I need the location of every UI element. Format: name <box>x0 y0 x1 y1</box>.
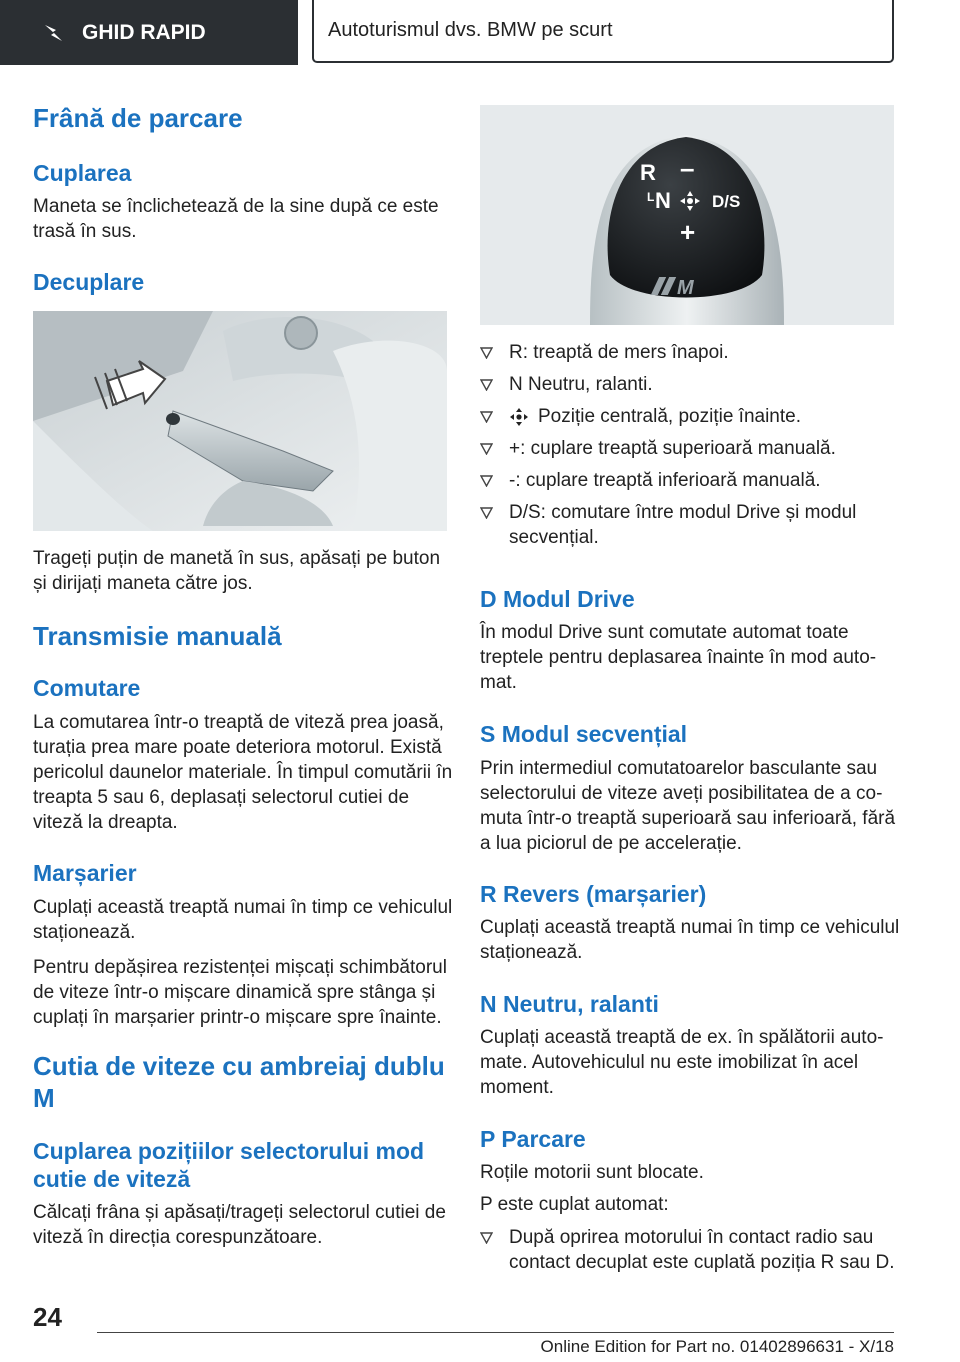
bullet-text: D/S: comutare între modul Drive și modul secvențial. <box>509 502 857 548</box>
disengage-text: Trageți puțin de manetă în sus, apăsați pe buton și dirijați maneta către jos. <box>33 548 441 594</box>
center-position-icon <box>679 190 701 212</box>
park-text-1: Roțile motorii sunt blocate. <box>480 1162 704 1183</box>
parking-brake-heading: Frână de parcare <box>33 103 243 133</box>
engage-text: Maneta se înclichetează de la sine după ce este trasă în sus. <box>33 196 439 242</box>
reverse-heading: Marșarier <box>33 860 137 886</box>
sequential-mode-heading: S Modul secvențial <box>480 721 688 747</box>
parking-brake-photo <box>33 311 447 531</box>
gear-selector-photo <box>480 105 894 325</box>
lightning-icon <box>42 23 68 43</box>
selector-text: Călcați frâna și apăsați/trageți selectorul cutiei de viteză în direcția corespunzătoare. <box>33 1202 446 1248</box>
engage-heading: Cuplarea <box>33 160 132 186</box>
parking-brake-illustration <box>33 311 447 531</box>
triangle-bullet-icon <box>480 443 493 455</box>
bullet-text: Poziție centrală, poziție înainte. <box>538 406 801 427</box>
bullet-text: N Neutru, ralanti. <box>509 374 653 395</box>
triangle-bullet-icon <box>480 347 493 359</box>
disengage-heading: Decuplare <box>33 269 145 295</box>
drive-mode-heading: D Modul Drive <box>480 586 635 612</box>
reverse-mode-text: Cuplați această treaptă numai în timp ce vehiculul staționează. <box>480 917 900 963</box>
bullet-text: După oprirea motorului în contact radio sau contact decuplat este cuplată poziția R sau D. <box>509 1227 895 1273</box>
triangle-bullet-icon <box>480 379 493 391</box>
selector-heading: Cuplarea pozițiilor selectorului mod cutie de viteză <box>33 1138 425 1192</box>
shift-text: La comutarea într-o treaptă de viteză prea joasă, turația prea mare poate deteriora motorul. Există pericolul daunelor materiale. În timpul comutării în treapta 5 sau 6, deplasați selectorul cutiei de viteză la dreapta. <box>33 712 453 833</box>
triangle-bullet-icon <box>480 475 493 487</box>
neutral-text: Cuplați această treaptă de ex. în spălătorii automate. Autovehiculul nu este imobilizat în acel moment. <box>480 1027 884 1098</box>
edition-footer: Online Edition for Part no. 01402896631 - X/18 <box>540 1337 894 1356</box>
section-title: Autoturismul dvs. BMW pe scurt <box>328 19 613 41</box>
triangle-bullet-icon <box>480 411 493 423</box>
knob-label-n: N <box>655 188 671 213</box>
bullet-text: R: treaptă de mers înapoi. <box>509 342 729 363</box>
quick-guide-tab[interactable] <box>0 0 298 65</box>
park-text-2: P este cuplat automat: <box>480 1194 669 1215</box>
bullet-text: +: cuplare treaptă superioară manuală. <box>509 438 836 459</box>
page-number: 24 <box>33 1302 62 1332</box>
drive-mode-text: În modul Drive sunt comutate automat toate treptele pentru deplasarea înainte în mod automat. <box>480 622 877 693</box>
reverse-text-1: Cuplați această treaptă numai în timp ce vehiculul staționează. <box>33 897 453 943</box>
knob-label-plus: + <box>680 217 696 247</box>
sequential-mode-text: Prin intermediul comutatoarelor basculante sau selectorului de viteze aveți posibilitatea de a comuta într-o treaptă superioară sau inferioară, fără a lua piciorul de pe accelerație. <box>480 758 896 854</box>
knob-label-l: L <box>647 190 655 204</box>
triangle-bullet-icon <box>480 1232 493 1244</box>
triangle-bullet-icon <box>480 507 493 519</box>
knob-label-ds: D/S <box>712 192 741 211</box>
neutral-heading: N Neutru, ralanti <box>480 991 659 1017</box>
knob-label-r: R <box>640 160 656 185</box>
footer-divider <box>97 1332 894 1333</box>
knob-label-minus: – <box>680 153 695 183</box>
manual-transmission-heading: Transmisie manuală <box>33 621 282 651</box>
reverse-mode-heading: R Revers (marșarier) <box>480 881 707 907</box>
m-logo: M <box>655 277 715 299</box>
quick-guide-label: GHID RAPID <box>82 20 206 44</box>
bullet-text: -: cuplare treaptă inferioară manuală. <box>509 470 821 491</box>
section-header <box>312 0 894 63</box>
park-heading: P Parcare <box>480 1126 586 1152</box>
reverse-text-2: Pentru depășirea rezistenței mișcați schimbătorul de viteze într-o mișcare dinamică spre stânga și cuplați în marșarier printr-o mișcare spre înainte. <box>33 957 447 1028</box>
dct-heading: Cutia de viteze cu ambreiaj dublu M <box>33 1051 445 1113</box>
center-position-icon <box>509 407 529 427</box>
shift-heading: Comutare <box>33 675 141 701</box>
